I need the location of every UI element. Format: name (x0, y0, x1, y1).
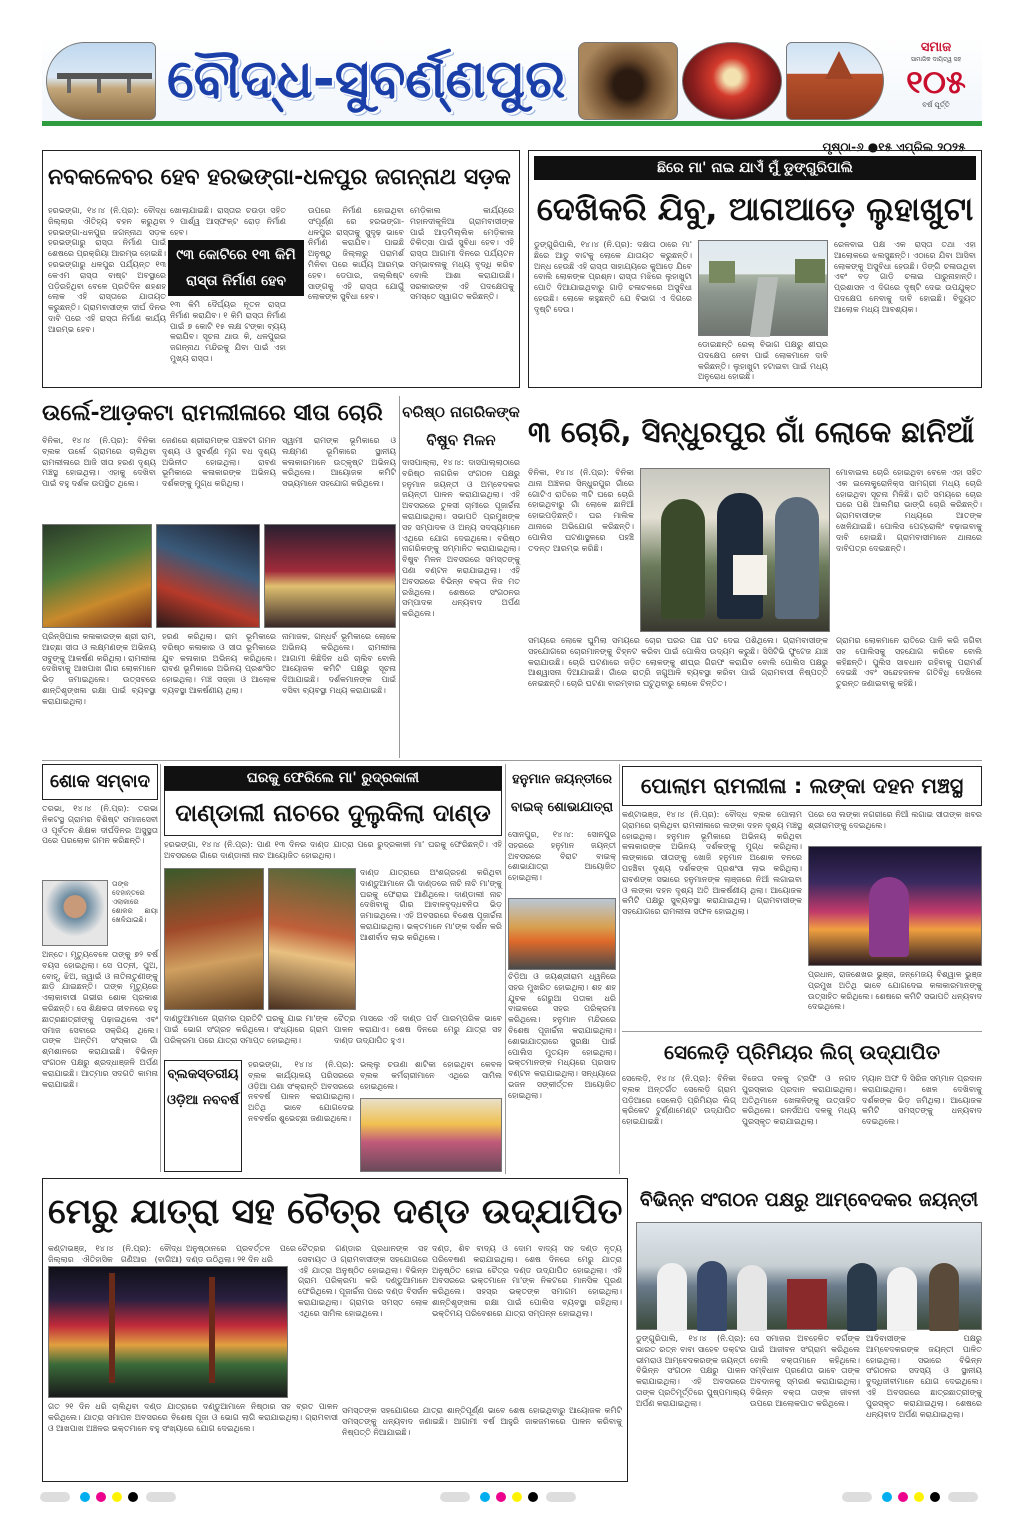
newspaper-logo (894, 40, 978, 122)
headline-s13: ବିଭିନ୍ନ ସଂଗଠନ ପକ୍ଷରୁ ଆମ୍ବେଦକର ଜୟନ୍ତୀ (639, 1189, 979, 1211)
body-s13-col1: ଡୁଙ୍ଗୁରିପାଲି, ୧୪।୪ (ନି.ପ୍ର): ଭାରତ ରତ୍ନ ବାବା ସାହେବ ଡକ୍ଟର ଭୀମରାଓ ଆମ୍ବେଦକରଙ୍କ ଜୟନ୍ତୀ ବିଭିନ୍ନ ସଂଗଠନ ପକ୍ଷରୁ ପାଳନ କରାଯାଇଥିଲା। ଏହି ଅବସରରେ ତାଙ୍କ ପ୍ରତିମୂର୍ତ୍ତିରେ ପୁଷ୍ପମାଲ୍ୟ ଅର୍ପଣ କରାଯାଇଥିଲା। (636, 1334, 746, 1408)
registration-strip-right (842, 1490, 982, 1504)
headline-s8: ହନୁମାନ ଜୟନ୍ତୀରେ ବାଇକ୍ ଶୋଭାଯାତ୍ରା (510, 772, 614, 815)
body-s8-top: ସୋନପୁର, ୧୪।୪: ସୋନପୁର ସହରରେ ହନୁମାନ ଜୟନ୍ତୀ ଅବସରରେ ବିରାଟ ବାଇକ୍ ଶୋଭାଯାତ୍ରା ଆୟୋଜିତ ହୋଇଥିଲା। (508, 830, 616, 883)
body-s6-side: ତାଙ୍କ ଦେହାନ୍ତରେ ଏଲାକାରେ ଶୋକର ଛାୟା ଖେଳିଯାଇଛି। (112, 880, 158, 924)
body-s1-col3: ଉପରେ ନିର୍ମାଣ ହୋଇଥିବା ସଂପୂର୍ଣ୍ଣ ରେ ହରଭଙ୍ଗା-ଧଳପୁର ରାସ୍ତାକୁ ସୁଦୃଢ଼ ଭାବେ ନିର୍ମାଣ କରାଯିବ। ପାଇଛି ଅନୁଷ୍ଠୁ ଜିଲ୍ଲାରୁ ପରାମର୍ଶ ମିଳିବା ପରେ କାର୍ଯ୍ୟ ଆରମ୍ଭ ହେବ। ଡେପାର, ଜଲ୍ଲିଷ୍ଟ ସାଙ୍ଗକୁ ଏହି ରାସ୍ତା ଯୋଗୁଁ ଲୋକଙ୍କ ସୁବିଧା ହେବ। (308, 206, 404, 302)
body-s2-col2: ଡୋଇଛନ୍ତି ରେଲ୍ ବିଭାଗ ପକ୍ଷରୁ ଶୀଘ୍ର ପଦକ୍ଷେପ ନେବା ପାଇଁ ଲୋକମାନେ ଦାବି କରିଛନ୍ତି। ଲୁହାଖୁଟା ହଟାଇବା ପାଇଁ ମଧ୍ୟ ଅନୁରୋଧ ହୋଇଛି। (698, 340, 828, 382)
masthead-photo-bridge (46, 42, 156, 120)
photo-s9-stage (808, 846, 982, 966)
body-s3-col5: ହରଣ କରିଥିଲା। ରାମ ଭୂମିକାରେ ବରିଷ୍ଠ କଳାକାର ଓ ସୀତା ଭୂମିକାରେ ଯୁବ କଳାକାର ଅଭିନୟ କରିଥିଲେ। ରାବଣ ଭୂମିକାରେ ଅଭିନୟ ପ୍ରଶଂସିତ ହୋଇଥିଲା। ମଞ୍ଚ ସଜ୍ଜା ଓ ଆଲୋକ ବ୍ୟବସ୍ଥା ଆକର୍ଷଣୀୟ ଥିଲା। (162, 632, 276, 695)
body-s3-col4: ପ୍ରିନ୍ସିପାଲ କଳାକାରଙ୍କ ଶ୍ରୀ ରାମ, ଆଚ୍ଛା ସୀତା ଓ ଲକ୍ଷ୍ମଣଙ୍କ ଅଭିନୟ ସବୁଙ୍କୁ ଆକର୍ଷଣ କରିଥିଲା। ରାମଲୀଳା ଦେଖିବାକୁ ଆଖପାଖ ଗାଁର ଲୋକମାନେ ଭିଡ଼ ଜମାଇଥିଲେ। ଉତ୍ସବରେ ଶାନ୍ତିଶୃଙ୍ଖଳା ରକ୍ଷା ପାଇଁ ବ୍ୟବସ୍ଥା କରାଯାଇଥିଲା। (42, 632, 156, 706)
headline-s10: ସେଲେଡ଼ି ପ୍ରିମିୟର ଲିଗ୍ ଉଦ୍‌ଯାପିତ (663, 1040, 941, 1064)
body-s3-col1: ବିନିକା, ୧୪।୪ (ନି.ପ୍ର): ବିନିକା ବ୍ଲକ ଉର୍ଲେ ଗ୍ରାମରେ ଚାଲିଥିବା ରାମଲୀଳାରେ ଆଜି ସୀତା ହରଣ ଦୃଶ୍ୟ ମଞ୍ଚସ୍ଥ ହୋଇଥିଲା। ଏହାକୁ ଦେଖିବା ପାଇଁ ବହୁ ଦର୍ଶକ ଉପସ୍ଥିତ ଥିଲେ। (42, 436, 156, 489)
headline-s3: ଉର୍ଲେ-ଆଡ଼କଟା ରାମଲୀଳାରେ ସୀତା ଚୋରି (42, 401, 383, 426)
photo-s8-bike-rally (508, 898, 616, 970)
registration-dot (882, 1492, 892, 1502)
rule-hz-s9 (622, 1031, 982, 1032)
photo-s3-stage-2 (156, 524, 260, 628)
registration-strip-left (40, 1490, 180, 1504)
body-s2-col3: ରେଳବାଇ ପକ୍ଷ ଏକ ରାସ୍ତା ତଥା ଏହା ଆଲୋକରେ ଝଲସୁଛନ୍ତି। ଏଠାରେ ଯିବା ଆସିବା ଲୋକଙ୍କୁ ଅସୁବିଧା ହେଉଛି। ଡିଙ୍ଗି ଚଳାଉଥିବା ଏବଂ ବଡ଼ ଗାଡ଼ି ଚଳାଇ ପାରୁନାହାନ୍ତି। ପ୍ରଶାସନ ଏ ଦିଗରେ ଦୃଷ୍ଟି ଦେଇ ଉପଯୁକ୍ତ ପଦକ୍ଷେପ ନେବାକୁ ଦାବି ହୋଇଛି। ବିଦ୍ୟୁତ ଆଲୋକ ମଧ୍ୟ ଆବଶ୍ୟକ। (834, 240, 976, 314)
kicker-s2: ଛିରେ ମା' ନାଇ ଯାଏଁ ମୁଁ ଡୁଙ୍ଗୁରିପାଲି (534, 156, 976, 180)
body-s7-bottom-1: ଦାଣ୍ଡୁଆମାନେ ଗ୍ରାମର ପ୍ରତିଟି ଘରକୁ ଯାଇ ମା'ଙ୍କ ପାଇଁ ଭୋଗ ସଂଗ୍ରହ କରିଥିଲେ। ସଂଧ୍ୟାରେ ଗ୍ରାମ ପରିକ୍ରମା ପରେ ଯାତ୍ରା ସମାପ୍ତ ହୋଇଥିଲା। (164, 1014, 328, 1045)
body-s12-col3: ଚୈତ୍ରର ଗଣ୍ଡାର ପ୍ରଧାନଙ୍କ ସହ ସେବାୟତ ଓ ଗ୍ରାମବାସୀଙ୍କ ସହଯୋଗରେ ଏହି ଯାତ୍ରା ଅନୁଷ୍ଠିତ ହୋଇଥିଲା। ବିଭିନ୍ନ ଗ୍ରାମ ପରିକ୍ରମା କରି ଦଣ୍ଡୁଆମାନେ ଫେରିଥିଲେ। ପୂଜାର୍ଚ୍ଚନା ପରେ ଦଣ୍ଡ ବିସର୍ଜନ କରାଯାଇଥିଲା। ଗ୍ରାମର ସମସ୍ତ ଲୋକ ଏଥିରେ ସାମିଲ ହୋଇଥିଲେ। (298, 1244, 428, 1318)
registration-dot (512, 1492, 522, 1502)
body-s12-col5: ଗତ ୨୧ ଦିନ ଧରି ଚାଲିଥିବା ଦଣ୍ଡ ଯାତ୍ରାରେ ଦଣ୍ଡୁଆମାନେ ନିଷ୍ଠାର ସହ ବ୍ରତ ପାଳନ କରିଥିଲେ। ଯାତ୍ରା ସମାପନ ଅବସରରେ ବିଶେଷ ପୂଜା ଓ ଭୋଗ ଲାଗି କରାଯାଇଥିଲା। ଗ୍ରାମବାସୀ ଓ ଆଖପାଖ ଅଞ୍ଚଳର ଭକ୍ତମାନେ ବହୁ ସଂଖ୍ୟାରେ ଯୋଗ ଦେଇଥିଲେ। (48, 1402, 338, 1433)
page-label: ପୃଷ୍ଠା-୬ ●୧୫ ଏପ୍ରିଲ ୨୦୨୫ (822, 140, 966, 154)
body-s1-col4: ମେଡ଼ିକାଲ କାର୍ଯ୍ୟରେ ମହାନଦୀକୂଳିଆ ଗ୍ରାମବାସୀଙ୍କ ପାଇଁ ଆଡ଼ମିଲ୍ଲିକ ମେଡ଼ିକାଲ ଚିକିତ୍ସା ପାଇଁ ସୁବିଧା ହେବ। ଏହି ରାସ୍ତା ଆଗାମୀ ଦିନରେ ପର୍ଯ୍ୟଟନ ସମ୍ଭାବନାକୁ ମଧ୍ୟ ବୃଦ୍ଧି କରିବ ବୋଲି ଆଶା କରାଯାଉଛି। ସରକାରଙ୍କ ଏହି ପଦକ୍ଷେପକୁ ସମସ୍ତେ ସ୍ୱାଗତ କରିଛନ୍ତି। (410, 206, 514, 302)
body-s11-col2: ଭଲ୍ଲୁ ଚଉଣା ଶାଟିକା ହୋଇଥିବା କେବଳ ବ୍ଲକ କର୍ମଚାରୀମାନେ ଏଥିରେ ସାମିଲ ହୋଇଥିଲେ। (360, 1060, 502, 1091)
rule-s4 (399, 396, 400, 758)
body-s1-col1: ହରଭଙ୍ଗା, ୧୪।୪ (ନି.ପ୍ର): ବୌଦ୍ଧ ଜିଲ୍ଲାର ଐତିହ୍ୟ ବହନ କରୁଥିବା ହରଭଙ୍ଗା-ଧଳପୁର ଜଗନ୍ନାଥ ସଡ଼କ ହରଭଙ୍ଗାରୁ ରାସ୍ତା ନିର୍ମାଣ ପାଇଁ ଶେଷରେ ପ୍ରକ୍ରିୟା ଆରମ୍ଭ ହୋଇଛି। ହରଭଙ୍ଗାରୁ ଧଳପୁର ପର୍ଯ୍ୟନ୍ତ ୧୩ କେଏମ ରାସ୍ତା ବାଷ୍ଟ ଅବସ୍ଥାରେ ପଡ଼ିରହିଥିବା ବେଳେ ପ୍ରତିଦିନ ଶହଶହ ଲୋକ ଏହି ରାସ୍ତାରେ ଯାତାୟତ କରୁଛନ୍ତି। ଗ୍ରାମବାସୀଙ୍କ ଦୀର୍ଘ ଦିନର ଦାବି ପରେ ଏହି ରାସ୍ତା ନିର୍ମାଣ କାର୍ଯ୍ୟ ଆରମ୍ଭ ହେବ। (48, 206, 166, 334)
masthead-title: ବୌଦ୍ଧ-ସୁବର୍ଣ୍ଣପୁର (167, 49, 566, 110)
headline-s7: ଦାଣ୍ଡାଲୀ ନାଚରେ ଦୁଲୁକିଲା ଦାଣ୍ଡ (175, 799, 491, 827)
body-s13-col3: ଆଦିବାସୀଙ୍କ ପକ୍ଷରୁ ଆମ୍ବେଦକରଙ୍କ ଜୟନ୍ତୀ ପାଳିତ ହୋଇଥିଲା। ସଭାରେ ବିଭିନ୍ନ ସଂଗଠନର ସଦସ୍ୟ ଓ ସ୍ଥାନୀୟ ବୁଦ୍ଧିଜୀବୀମାନେ ଯୋଗ ଦେଇଥିଲେ। ଏହି ଅବସରରେ ଛାତ୍ରଛାତ୍ରୀଙ୍କୁ ପୁରସ୍କୃତ କରାଯାଇଥିଲା। ଶେଷରେ ଧନ୍ୟବାଦ ଅର୍ପଣ କରାଯାଇଥିଲା। (866, 1334, 982, 1419)
registration-dot (528, 1492, 538, 1502)
headline-s12: ମେରୁ ଯାତ୍ରା ସହ ଚୈତ୍ର ଦଣ୍ଡ ଉଦ୍‌ଯାପିତ (48, 1192, 623, 1232)
registration-dot (930, 1492, 940, 1502)
photo-s6-portrait (42, 880, 108, 946)
rule-right-col (619, 764, 620, 1174)
photo-s5-complainants (640, 468, 830, 632)
body-s10-col1: ସେଲେଡ଼ି, ୧୪।୪ (ନି.ପ୍ର): ବିନିକା ବ୍ଲକ ଅନ୍ତର୍ଗତ ସେଲେଡ଼ି ଗ୍ରାମ ପଡ଼ିଆରେ ସେଲେଡ଼ି ପ୍ରିମିୟର ଲିଗ୍ କ୍ରିକେଟ ଟୁର୍ଣ୍ଣାମେଣ୍ଟ ଉଦ୍‌ଯାପିତ ହୋଇଯାଇଛି। (622, 1074, 736, 1127)
photo-s13-group (636, 1222, 982, 1330)
body-s3-col2: ଜେଣରେ ଶ୍ରୀରାମଙ୍କ ପଞ୍ଚବଟୀ ଗମନ ଦୃଶ୍ୟ ଓ ସୁବର୍ଣ୍ଣ ମୃଗ ବଧ ଦୃଶ୍ୟ ଅଭିନୀତ ହୋଇଥିଲା। ରାବଣ ଭୂମିକାରେ କଳାକାରଙ୍କ ଅଭିନୟ ଦର୍ଶକଙ୍କୁ ମୁଗ୍ଧ କରିଥିଲା। (162, 436, 276, 489)
photo-s3-stage-3 (264, 524, 396, 628)
body-s9-col1: କଣ୍ଟାଭଞ୍ଜ, ୧୪।୪ (ନି.ପ୍ର): ବୌଦ୍ଧ ବ୍ଲକ ପୋଲାମ ଗ୍ରାମରେ ଚାଲିଥିବା ରାମଲୀଳାରେ ଲଙ୍କା ଦହନ ଦୃଶ୍ୟ ମଞ୍ଚସ୍ଥ ହୋଇଥିଲା। ହନୁମାନ ଭୂମିକାରେ ଅଭିନୟ କରିଥିବା କଳାକାରଙ୍କ ଅଭିନୟ ଦର୍ଶକଙ୍କୁ ମୁଗ୍ଧ କରିଥିଲା। ଲଙ୍କାରେ ସୀତାଙ୍କୁ ଖୋଜି ହନୁମାନ ଅଶୋକ ବନରେ ପହଞ୍ଚିବା ଦୃଶ୍ୟ ଦର୍ଶକଙ୍କ ପ୍ରଶଂସା ଲାଭ କରିଥିଲା। ରାବଣଙ୍କ ସଭାରେ ହନୁମାନଙ୍କ ଲାଞ୍ଜରେ ନିଆଁ ଲଗାଇବା ଓ ଲଙ୍କା ଦହନ ଦୃଶ୍ୟ ଅତି ଆକର୍ଷଣୀୟ ଥିଲା। ଆୟୋଜକ କମିଟି ପକ୍ଷରୁ ସୁବ୍ୟବସ୍ଥା କରାଯାଇଥିଲା। ଗ୍ରାମବାସୀଙ୍କ ସହଯୋଗରେ ରାମଲୀଳା ସଫଳ ହୋଇଥିଲା। (622, 810, 802, 917)
photo-s7-danda-1 (164, 868, 264, 1010)
body-s5-col4: ଗ୍ରାମର ଲୋକମାନେ ରାତିରେ ପାଳି କରି ଜଗିବା ସହ ପୋଲିସକୁ ସହଯୋଗ କରିବେ ବୋଲି କହିଛନ୍ତି। ପୁଲିସ ସାବଧାନ ରହିବାକୁ ପରାମର୍ଶ ଦେଇଛି ଏବଂ ସନ୍ଦେହଜନକ ଗତିବିଧି ଦେଖିଲେ ତୁରନ୍ତ ଜଣାଇବାକୁ କହିଛି। (836, 636, 982, 689)
body-s4: ଦାସପାଲ୍ଲା, ୧୪।୪: ଦାସପାଲ୍ଲାଠାରେ ବରିଷ୍ଠ ନାଗରିକ ସଂଗଠନ ପକ୍ଷରୁ ହନୁମାନ ଜୟନ୍ତୀ ଓ ଅମ୍ବେଦକର ଜୟନ୍ତୀ ପାଳନ କରାଯାଇଥିଲା। ଏହି ଅବସରରେ ତୁଳସୀ ଚାମୀରେ ପୂଜାର୍ଚ୍ଚନା କରାଯାଇଥିଲା। ସଭାପତି ପ୍ରମୁଖଙ୍କ ସହ ସମ୍ପାଦକ ଓ ଅନ୍ୟ ସଦସ୍ୟମାନେ ଏଥିରେ ଯୋଗ ଦେଇଥିଲେ। ବରିଷ୍ଠ ନାଗରିକଙ୍କୁ ସମ୍ମାନିତ କରାଯାଇଥିଲା। ବିଷୁବ ମିଳନ ଅବସରରେ ସମସ୍ତଙ୍କୁ ପଣା ବଣ୍ଟନ କରାଯାଇଥିଲା। ଏହି ଅବସରରେ ବିଭିନ୍ନ ବକ୍ତା ନିଜ ମତ ରଖିଥିଲେ। ଶେଷରେ ସଂଗଠନର ସମ୍ପାଦକ ଧନ୍ୟବାଦ ଅର୍ପଣ କରିଥିଲେ। (402, 458, 520, 619)
logo-top: ସମାଜ (920, 40, 952, 55)
body-s3-col6: ନାମାଜକ, ଗନ୍ଧର୍ବ ଭୂମିକାରେ ଲୋକେ ଅଭିନୟ କରିଥିଲେ। ରାମଲୀଳା ଆଗାମୀ କିଛିଦିନ ଧରି ଚାଲିବ ବୋଲି ଆୟୋଜକ କମିଟି ପକ୍ଷରୁ ସୂଚନା ଦିଆଯାଇଛି। ଦର୍ଶକମାନଙ୍କ ପାଇଁ ବସିବା ବ୍ୟବସ୍ଥା ମଧ୍ୟ କରାଯାଇଛି। (282, 632, 396, 695)
photo-s11-event (360, 1098, 502, 1172)
masthead (42, 36, 982, 126)
photo-s7-danda-2 (268, 868, 356, 1010)
body-s6-top: ତରଭା, ୧୪।୪ (ନି.ପ୍ର): ତରଭା ନିକଟସ୍ଥ ଗ୍ରାମର ବିଶିଷ୍ଟ ସମାଜସେବୀ ଓ ପୂର୍ବତନ ଶିକ୍ଷକ ଦୀର୍ଘଦିନର ଅସୁସ୍ଥତା ପରେ ପରଲୋକ ଗମନ କରିଛନ୍ତି। (42, 804, 158, 846)
body-s7-bottom-2: ଚୈତ୍ର ମାସରେ ଏହି ଦାଣ୍ଡ ପର୍ବ ପାରମ୍ପରିକ ଭାବେ ପାଳନ କରାଯାଏ। ଶେଷ ଦିନରେ ମେରୁ ଯାତ୍ରା ସହ ଦାଣ୍ଡ ଉଦ୍‌ଯାପିତ ହୁଏ। (334, 1014, 502, 1045)
registration-dot (914, 1492, 924, 1502)
kicker-s7: ଘରକୁ ଫେରିଲେ ମା' ରୁଦ୍ରକାଳୀ (164, 766, 502, 790)
logo-sub: ସାମାଜିକ ଦାୟିତ୍ୱ ସହ (910, 56, 962, 63)
logo-number: ୧୦୫ (906, 63, 966, 101)
logo-bottom: ବର୍ଷ ପୂର୍ତ୍ତି (922, 101, 950, 109)
body-s5-col3: ସମୟରେ ଲୋକେ ଘୁମିଲା ସମୟରେ ଚୋର ଘରର ପଛ ପଟ ଦେଇ ପଶିଥିଲେ। ଗ୍ରାମବାସୀଙ୍କ ସହଯୋଗରେ ଚୋରମାନଙ୍କୁ ଚିହ୍ନଟ କରିବା ପାଇଁ ପୋଲିସ ଉଦ୍ୟମ କରୁଛି। ସିସିଟିଭି ଫୁଟେଜ ଯାଞ୍ଚ କରାଯାଉଛି। ଚୋରି ଘଟଣାରେ ଜଡ଼ିତ ଲୋକଙ୍କୁ ଶୀଘ୍ର ଗିରଫ କରାଯିବ ବୋଲି ପୋଲିସ ପକ୍ଷରୁ ଆଶ୍ୱାସନା ଦିଆଯାଇଛି। ଗାଁରେ ରାତ୍ରି ଜଗୁଆଳି ବ୍ୟବସ୍ଥା କରିବା ପାଇଁ ଗ୍ରାମବାସୀ ନିଷ୍ପତ୍ତି ନେଇଛନ୍ତି। ଚୋରି ଘଟଣା ବାରମ୍ବାର ଘଟୁଥିବାରୁ ଲୋକେ ଚିନ୍ତିତ। (528, 636, 828, 689)
body-s9-col3: ପ୍ରଧାନ, ରାଜଶେଖର ଭୁଞ୍ଜ, ଜନ୍ମେଜୟ ବିଶ୍ୱାଳ ଭୁଞ୍ଜ ପ୍ରମୁଖ ଅତିଥି ଭାବେ ଯୋଗଦେଇ କଳାକାରମାନଙ୍କୁ ଉତ୍ସାହିତ କରିଥିଲେ। ଶେଷରେ କମିଟି ସଭାପତି ଧନ୍ୟବାଦ ଦେଇଥିଲେ। (808, 970, 982, 1012)
body-s12-col4: ଦଣ୍ଡ, ଶିବ ବାଦ୍ୟ ଓ ଦୋମ ବାଦ୍ୟ ସହ ଦଣ୍ଡ ନୃତ୍ୟ ପରିବେଷଣ କରାଯାଇଥିଲା। ଶେଷ ଦିନରେ ମେରୁ ଯାତ୍ରା ଅନୁଷ୍ଠିତ ହୋଇ ଚୈତ୍ର ଦଣ୍ଡ ଉଦ୍‌ଯାପିତ ହୋଇଥିଲା। ଏହି ଅବସରରେ ଭକ୍ତମାନେ ମା'ଙ୍କ ନିକଟରେ ମାନସିକ ପୂରଣ କରିଥିଲେ। ସହସ୍ର ଭକ୍ତଙ୍କ ସମାଗମ ହୋଇଥିଲା। ଶାନ୍ତିଶୃଙ୍ଖଳା ରକ୍ଷା ପାଇଁ ପୋଲିସ ବ୍ୟବସ୍ଥା ରହିଥିଲା। ଭକ୍ତିମୟ ପରିବେଶରେ ଯାତ୍ରା ସମ୍ପନ୍ନ ହୋଇଥିଲା। (432, 1244, 622, 1318)
registration-dot (96, 1492, 106, 1502)
rule-left-col (160, 764, 161, 1172)
photo-s2-road (698, 240, 828, 336)
registration-dot (496, 1492, 506, 1502)
registration-dot (898, 1492, 908, 1502)
body-s1-col2b: ୧୩ କିମି ଦୈର୍ଘ୍ୟର ନୂତନ ରାସ୍ତା ନିର୍ମାଣ କରାଯିବ। ୧ କିମି ରାସ୍ତା ନିର୍ମାଣ ପାଇଁ ୭ କୋଟି ୧୫ ଲକ୍ଷ ଟଙ୍କା ବ୍ୟୟ କରାଯିବ। ସୂଚନା ଥାଉ କି, ଧଳପୁରର ଜଗନ୍ନାଥ ମନ୍ଦିରକୁ ଯିବା ପାଇଁ ଏହା ମୁଖ୍ୟ ରାସ୍ତା। (170, 300, 286, 363)
body-s13-col2: ସେ ସମାଜର ଅବହେଳିତ ବର୍ଗଙ୍କ ପାଇଁ ଆଜୀବନ ସଂଗ୍ରାମ କରିଥିଲେ ବୋଲି ବକ୍ତାମାନେ କହିଥିଲେ। ସମ୍ବିଧାନ ପ୍ରଣେତା ଭାବେ ତାଙ୍କ ଅବଦାନକୁ ସ୍ମରଣ କରାଯାଇଥିଲା। ବିଭିନ୍ନ ବକ୍ତା ତାଙ୍କ ଜୀବନୀ ଉପରେ ଆଲୋକପାତ କରିଥିଲେ। (750, 1334, 860, 1408)
subhead-s1: ୯୩ କୋଟିରେ ୧୩ କିମି ରାସ୍ତା ନିର୍ମାଣ ହେବ (168, 240, 304, 296)
body-s10-col2: ବିଜେତା ଦଳକୁ ଟ୍ରଫି ଓ ନଗଦ ପୁରସ୍କାର ପ୍ରଦାନ କରାଯାଇଥିଲା। ଅତିଥିମାନେ ଖେଳାଳିଙ୍କୁ ଉତ୍ସାହିତ କରିଥିଲେ। ରନର୍ସଅପ ଦଳକୁ ମଧ୍ୟ ପୁରସ୍କୃତ କରାଯାଇଥିଲା। (742, 1074, 856, 1127)
rule-hz-mid (42, 760, 982, 761)
registration-dot (112, 1492, 122, 1502)
body-s10-col3: ମ୍ୟାନ ଅଫ ଦି ସିରିଜ ସମ୍ମାନ ପ୍ରଦାନ କରାଯାଇଥିଲା। ଖେଳ ଦେଖିବାକୁ ଦର୍ଶକଙ୍କ ଭିଡ଼ ଜମିଥିଲା। ଆୟୋଜକ କମିଟି ସମସ୍ତଙ୍କୁ ଧନ୍ୟବାଦ ଦେଇଥିଲେ। (862, 1074, 982, 1127)
registration-dot (80, 1492, 90, 1502)
registration-dot (128, 1492, 138, 1502)
masthead-photo-temple (786, 42, 884, 120)
body-s7-top: ହରଭଙ୍ଗା, ୧୪।୪ (ନି.ପ୍ର): ପାଣ ୧୩ ଦିନର ଦାଣ୍ଡ ଯାତ୍ରା ପରେ ରୁଦ୍ରକାଳୀ ମା' ଘରକୁ ଫେରିଛନ୍ତି। ଏହି ଅବସରରେ ଗାଁରେ ଦାଣ୍ଡାଲୀ ନାଚ ଆୟୋଜିତ ହୋଇଥିଲା। (164, 840, 502, 860)
masthead-photo-cave (578, 42, 678, 120)
body-s7-col2: ଦାଣ୍ଡ ଯାତ୍ରାରେ ଅଂଶଗ୍ରହଣ କରିଥିବା ଦାଣ୍ଡୁଆମାନେ ଗାଁ ଦାଣ୍ଡରେ ନାଚି ନାଚି ମା'ଙ୍କୁ ଘରକୁ ଫେରାଇ ଆଣିଥିଲେ। ଦାଣ୍ଡାଲୀ ନାଚ ଦେଖିବାକୁ ଗାଁର ଆବାଳବୃଦ୍ଧବନିତା ଭିଡ଼ ଜମାଇଥିଲେ। ଏହି ଅବସରରେ ବିଶେଷ ପୂଜାର୍ଚ୍ଚନା କରାଯାଇଥିଲା। ଭକ୍ତମାନେ ମା'ଙ୍କ ଦର୍ଶନ କରି ଆଶୀର୍ବାଦ ଲାଭ କରିଥିଲେ। (360, 868, 502, 942)
masthead-photo-deity (682, 42, 782, 120)
body-s11-col1: ହରଭଙ୍ଗା, ୧୪।୪ (ନି.ପ୍ର): ବ୍ଲକ କାର୍ଯ୍ୟାଳୟ ପରିସରରେ ଓଡ଼ିଆ ପଣା ସଂକ୍ରାନ୍ତି ଅବସରରେ ନବବର୍ଷ ପାଳନ କରାଯାଇଥିଲା। ଅତିଥି ଭାବେ ଯୋଗଦେଇ ନବବର୍ଷର ଶୁଭେଚ୍ଛା ଜଣାଇଥିଲେ। (248, 1060, 354, 1123)
rule-mid-col (505, 764, 506, 1174)
body-s8-bottom: ଚିଡ଼ିଆ ଓ ଜୟଶ୍ରୀରାମ ଧ୍ୱନିରେ ସହର ମୁଖରିତ ହୋଇଥିଲା। ଶହ ଶହ ଯୁବକ ଗେରୁଆ ପତାକା ଧରି ବାଇକରେ ସହର ପରିକ୍ରମା କରିଥିଲେ। ହନୁମାନ ମନ୍ଦିରରେ ବିଶେଷ ପୂଜାର୍ଚ୍ଚନା କରାଯାଇଥିଲା। ଶୋଭାଯାତ୍ରାରେ ସୁରକ୍ଷା ପାଇଁ ପୋଲିସ ମୁତୟନ ହୋଇଥିଲା। ଭକ୍ତମାନଙ୍କ ମଧ୍ୟରେ ପ୍ରସାଦ ବଣ୍ଟନ କରାଯାଇଥିଲା। ସନ୍ଧ୍ୟାରେ ଭଜନ ସଙ୍କୀର୍ତ୍ତନ ଆୟୋଜିତ ହୋଇଥିଲା। (508, 972, 616, 1100)
body-s12-col1: କଣ୍ଟାଭଞ୍ଜ, ୧୪।୪ (ନି.ପ୍ର): ବୌଦ୍ଧ ଜିଲ୍ଲାର ଐତିହାସିକ ଗଣିଆର (ବାଗିଆ) (48, 1244, 182, 1264)
body-s3-col3: ସ୍ୱାମୀ ରାମଙ୍କ ଭୂମିକାରେ ଓ ଲକ୍ଷ୍ମଣ ଭୂମିକାରେ ସ୍ଥାନୀୟ କଳାକାରମାନେ ଉତ୍କୃଷ୍ଟ ଅଭିନୟ କରିଥିଲେ। ଆୟୋଜକ କମିଟି ସଭ୍ୟମାନେ ସହଯୋଗ କରିଥିଲେ। (282, 436, 396, 489)
body-s2-col1: ଡୁଙ୍ଗୁରିପାଲି, ୧୪।୪ (ନି.ପ୍ର): ଦକ୍ଷତା ଠାରେ ମା' ଛିରେ ଆଡୁ ବାଟକୁ ଲୋକେ ଯାତାୟତ କରୁଛନ୍ତି। ଅନ୍ଧ ହେଉଛି ଏହି ରାସ୍ତା ସାହାଯ୍ୟରେ କୁଆଡ଼େ ଯିବେ ବୋଲି ଲୋକଙ୍କ ପ୍ରଶ୍ନ। ରାସ୍ତା ମଝିରେ ଲୁହାଖୁଟା ପୋତି ଦିଆଯାଇଥିବାରୁ ଗାଡ଼ି ଚଳାଚଳରେ ଅସୁବିଧା ହେଉଛି। ଲୋକେ କହୁଛନ୍ତି ଯେ ବିଭାଗ ଏ ଦିଗରେ ଦୃଷ୍ଟି ଦେଉ। (534, 240, 692, 314)
headline-s4: ବରିଷ୍ଠ ନାଗରିକଙ୍କ ବିଷୁବ ମିଳନ (402, 403, 520, 449)
registration-strip-center (440, 1490, 580, 1504)
headline-s9: ପୋଲାମ ରାମଲୀଳା : ଲଙ୍କା ଦହନ ମଞ୍ଚସ୍ଥ (640, 774, 964, 798)
body-s5-col1: ବିନିକା, ୧୪।୪ (ନି.ପ୍ର): ବିନିକା ଥାନା ଅଞ୍ଚଳର ସିନ୍ଧୁରପୁର ଗାଁରେ ଗୋଟିଏ ରାତିରେ ୩ଟି ଘରେ ଚୋରି ହୋଇଥିବାରୁ ଗାଁ ଲୋକେ ଛାନିଆଁ ହୋଇପଡ଼ିଛନ୍ତି। ଘର ମାଲିକ ଥାନାରେ ଅଭିଯୋଗ କରିଛନ୍ତି। ପୋଲିସ ଘଟଣାସ୍ଥଳରେ ପହଞ୍ଚି ତଦନ୍ତ ଆରମ୍ଭ କରିଛି। (528, 468, 634, 553)
body-s12-col2: ଅନୁଷ୍ଠାନରେ ପ୍ରବର୍ତ୍ତନ ପରେ ଦଣ୍ଡ ଉଠିଥିଲା। ୨୧ ଦିନ ଧରି (186, 1244, 296, 1264)
body-s1-col2: ଖୋଲାଯାଇଛି। ରାସ୍ତାର ଚଉଡ଼ା ସହିତ ୨ ପାର୍ଶ୍ୱ ଆସ୍ଫଳ୍ଟ ରୋଡ଼ ନିର୍ମାଣ ହେବ। (170, 206, 286, 237)
headline-s11: ବ୍ଲକସ୍ତରୀୟ ଓଡ଼ିଆ ନବବର୍ଷ (167, 1067, 239, 1108)
headline-s2: ଦେଖିକରି ଯିବୁ, ଆଗଆଡ଼େ ଲୁହାଖୁଟା (536, 190, 974, 228)
headline-s6: ଶୋକ ସମ୍ବାଦ (49, 771, 151, 792)
headline-s1: ନବକଳେବର ହେବ ହରଭଙ୍ଗା-ଧଳପୁର ଜଗନ୍ନାଥ ସଡ଼କ (48, 165, 511, 190)
body-s6-bottom: ଅନ୍ତେ। ମୃତ୍ୟୁବେଳେ ତାଙ୍କୁ ୭୨ ବର୍ଷ ବୟସ ହୋଇଥିଲା। ସେ ପତ୍ନୀ, ପୁଅ, ବୋହୂ, ଝିଅ, ଜ୍ୱାଇଁ ଓ ନାତିନାତୁଣୀଙ୍କୁ ଛାଡ଼ି ଯାଇଛନ୍ତି। ତାଙ୍କ ମୃତ୍ୟୁରେ ଏଲାକାବାସୀ ଗଭୀର ଶୋକ ପ୍ରକାଶ କରିଛନ୍ତି। ସେ ଶିକ୍ଷକତା ଜୀବନରେ ବହୁ ଛାତ୍ରଛାତ୍ରୀଙ୍କୁ ପଢ଼ାଇଥିଲେ ଏବଂ ସମାଜ ସେବାରେ ସକ୍ରିୟ ଥିଲେ। ତାଙ୍କ ଅନ୍ତିମ ସଂସ୍କାର ଗାଁ ଶ୍ମଶାନରେ କରାଯାଇଛି। ବିଭିନ୍ନ ସଂଗଠନ ପକ୍ଷରୁ ଶ୍ରଦ୍ଧାଞ୍ଜଳି ଅର୍ପଣ କରାଯାଇଛି। ଆତ୍ମାର ସଦଗତି କାମନା କରାଯାଇଛି। (42, 950, 158, 1089)
body-s5-col2: ମୋବାଇଲ ଚୋରି ହୋଇଥିବା ବେଳେ ଏହା ସହିତ ଏକ ଇଲେକ୍ଟ୍ରୋନିକ୍ସ ସାମଗ୍ରୀ ମଧ୍ୟ ଚୋରି ହୋଇଥିବା ସୂଚନା ମିଳିଛି। ରାତି ସମୟରେ ଚୋର ଘରେ ପଶି ଆଲମିରା ଭାଙ୍ଗି ଚୋରି କରିଛନ୍ତି। ଗ୍ରାମବାସୀଙ୍କ ମଧ୍ୟରେ ଆତଙ୍କ ଖେଳିଯାଇଛି। ପୋଲିସ ପେଟ୍ରୋଲିଂ ବଢ଼ାଇବାକୁ ଦାବି ହୋଇଛି। ଗ୍ରାମବାସୀମାନେ ଥାନାରେ ଦାବିପତ୍ର ଦେଇଛନ୍ତି। (836, 468, 982, 553)
registration-dot (480, 1492, 490, 1502)
headline-s5: ୩ ଚୋରି, ସିନ୍ଧୁରପୁର ଗାଁ ଲୋକେ ଛାନିଆଁ (528, 415, 975, 449)
body-s12-col6: ସମସ୍ତଙ୍କ ସହଯୋଗରେ ଯାତ୍ରା ଶାନ୍ତିପୂର୍ଣ୍ଣ ଭାବେ ଶେଷ ହୋଇଥିବାରୁ ଆୟୋଜକ କମିଟି ସମସ୍ତଙ୍କୁ ଧନ୍ୟବାଦ ଜଣାଇଛି। ଆଗାମୀ ବର୍ଷ ଆହୁରି ଜାକଜମକରେ ପାଳନ କରିବାକୁ ନିଷ୍ପତ୍ତି ନିଆଯାଇଛି। (342, 1406, 622, 1437)
photo-s3-stage-1 (42, 524, 152, 628)
body-s9-col2: ପରେ ସେ ଲଙ୍କା ନଗରୀରେ ନିଆଁ ଲଗାଇ ସୀତାଙ୍କ ଖବର ଶ୍ରୀରାମଙ୍କୁ ଦେଇଥିଲେ। (808, 810, 982, 830)
photo-s12-meru (48, 1266, 288, 1398)
